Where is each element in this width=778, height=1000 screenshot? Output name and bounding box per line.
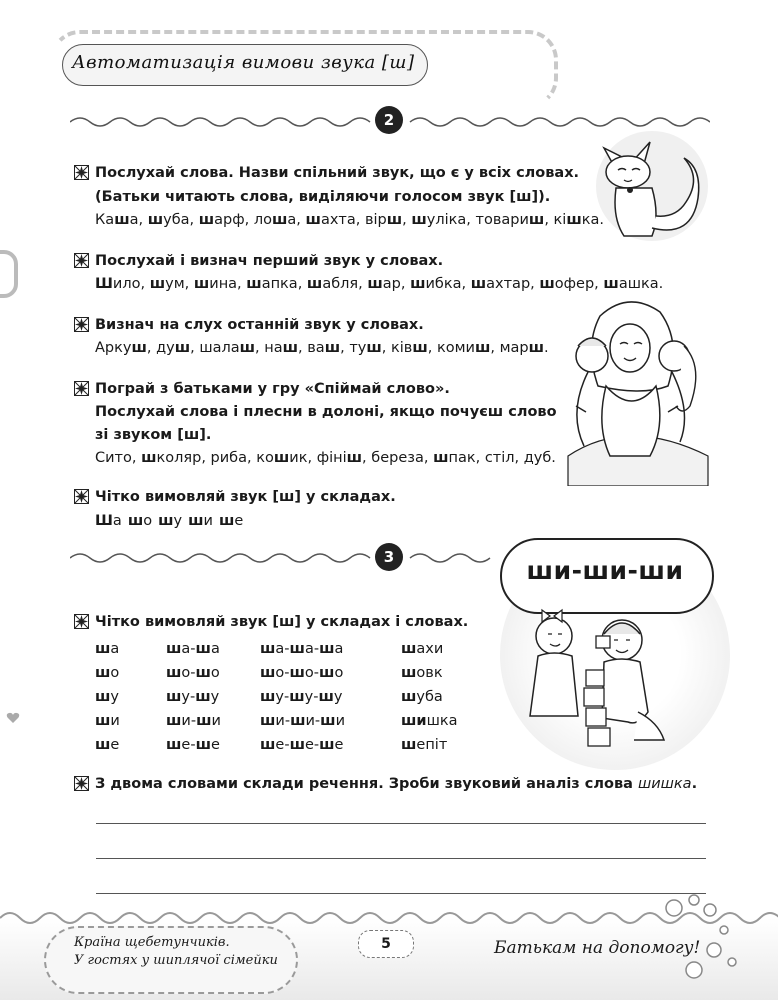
task-1-word: шуліка, — [411, 212, 476, 228]
task-1-word: Каша, — [95, 212, 148, 228]
speech-bubble-text: ши-ши-ши — [526, 556, 684, 585]
task-5-syllable: шо — [127, 513, 153, 529]
task-4-word: Сито, — [95, 450, 142, 466]
task-2-words — [95, 273, 663, 295]
task-4-words — [95, 447, 556, 469]
task-5-star-box-icon — [74, 489, 89, 504]
task-1-word: вірш, — [364, 212, 412, 228]
task-1-line-1: Послухай слова. Назви спільний звук, що є у всіх словах. — [95, 165, 580, 181]
task-4-word: школяр, — [141, 450, 211, 466]
task-1-line-2: (Батьки читають слова, виділяючи голосом звук [ш]). — [95, 189, 551, 205]
task-5-line-1: Чітко вимовляй звук [ш] у складах. — [95, 489, 396, 505]
task-1-word: лоша, — [253, 212, 306, 228]
mother-children-illustration — [548, 296, 716, 486]
footer-book-title-line-2: У гостях у шиплячої сімейки — [74, 953, 278, 968]
task-2-word: шофер, — [539, 276, 604, 292]
syllable-cell: шу-шу-шу — [260, 689, 343, 705]
task-1-words — [95, 209, 604, 231]
task-4-word: кошик, — [256, 450, 317, 466]
syllable-cell: ши-ши-ши — [260, 713, 345, 729]
syllable-cell: шу — [95, 689, 119, 705]
syllable-cell: шо-шо-шо — [260, 665, 344, 681]
syllable-cell: ша-ша-ша — [260, 641, 344, 657]
task-2-word: шапка, — [246, 276, 307, 292]
task-1-word: шарф, — [198, 212, 254, 228]
task-6-star-box-icon — [74, 614, 89, 629]
task-7-end: . — [691, 776, 698, 792]
task-3-word: комиш, — [436, 340, 500, 356]
task-5-syllables — [95, 510, 249, 532]
task-5-syllable: шу — [158, 513, 183, 529]
footer-book-title — [74, 934, 278, 970]
footer-bubbles-decoration — [660, 892, 740, 982]
task-3-word: марш. — [499, 340, 549, 356]
task-4-word: стіл, дуб. — [484, 450, 556, 466]
task-3-star-box-icon — [74, 317, 89, 332]
cat-illustration — [592, 128, 710, 243]
task-1-star-box-icon — [74, 165, 89, 180]
task-3-line-1: Визнач на слух останній звук у словах. — [95, 317, 424, 333]
task-1-word: шуба, — [147, 212, 199, 228]
task-2-word: шар, — [367, 276, 411, 292]
word-cell: шуба — [401, 689, 443, 705]
task-2-word: Шило, — [95, 276, 150, 292]
task-4-line-3: зі звуком [ш]. — [95, 427, 212, 443]
section-3-number: 3 — [375, 543, 403, 571]
task-4-word: береза, — [371, 450, 434, 466]
word-cell: шахи — [401, 641, 444, 657]
section-2-number: 2 — [375, 106, 403, 134]
left-edge-tab — [0, 250, 18, 298]
syllable-cell: ше-ше-ше — [260, 737, 344, 753]
task-1-word: шахта, — [305, 212, 365, 228]
task-2-word: шибка, — [410, 276, 471, 292]
task-4-star-box-icon — [74, 381, 89, 396]
task-7-line — [95, 773, 697, 795]
task-7-word: шишка — [637, 776, 692, 792]
writing-line-2[interactable] — [96, 858, 706, 859]
task-6-line-1: Чітко вимовляй звук [ш] у складах і словах. — [95, 614, 469, 630]
task-3-word: туш, — [349, 340, 391, 356]
page-number: 5 — [358, 930, 414, 958]
task-4-line-1: Пограй з батьками у гру «Спіймай слово». — [95, 381, 450, 397]
task-4-word: фініш, — [316, 450, 372, 466]
task-4-word: риба, — [210, 450, 257, 466]
task-4-line-2: Послухай слова і плесни в долоні, якщо почуєш слово — [95, 404, 557, 420]
syllable-cell: шо-шо — [166, 665, 220, 681]
task-2-word: шашка. — [603, 276, 664, 292]
syllable-cell: шу-шу — [166, 689, 220, 705]
syllable-cell: ши-ши — [166, 713, 221, 729]
word-cell: шепіт — [401, 737, 448, 753]
task-3-word: наш, — [264, 340, 308, 356]
task-2-star-box-icon — [74, 253, 89, 268]
task-2-word: шум, — [149, 276, 194, 292]
task-7-instruction: З двома словами склади речення. Зроби звуковий аналіз слова — [95, 776, 638, 792]
writing-line-1[interactable] — [96, 823, 706, 824]
footer-parents-help: Батькам на допомогу! — [494, 938, 701, 958]
task-1-word: кішка. — [553, 212, 605, 228]
syllable-cell: ша — [95, 641, 120, 657]
word-cell: шишка — [401, 713, 458, 729]
task-3-word: ківш, — [390, 340, 437, 356]
syllable-cell: ше — [95, 737, 120, 753]
page-title: Автоматизація вимови звука [ш] — [72, 52, 415, 73]
task-2-word: шахтар, — [470, 276, 540, 292]
task-1-word: товариш, — [475, 212, 554, 228]
task-7-star-box-icon — [74, 776, 89, 791]
kids-with-blocks-illustration — [520, 600, 670, 750]
task-2-word: шабля, — [306, 276, 368, 292]
syllable-cell: ше-ше — [166, 737, 220, 753]
task-5-syllable: Ша — [95, 513, 122, 529]
task-2-word: шина, — [193, 276, 247, 292]
task-3-word: душ, — [156, 340, 200, 356]
syllable-cell: ша-ша — [166, 641, 220, 657]
task-5-syllable: ше — [218, 513, 244, 529]
writing-line-3[interactable] — [96, 893, 706, 894]
task-5-syllable: ши — [188, 513, 213, 529]
task-4-word: шпак, — [433, 450, 485, 466]
task-3-words — [95, 337, 549, 359]
footer-book-title-line-1: Країна щебетунчиків. — [74, 935, 230, 950]
task-2-line-1: Послухай і визнач перший звук у словах. — [95, 253, 444, 269]
task-3-word: Аркуш, — [95, 340, 157, 356]
heart-icon — [6, 712, 20, 724]
section-3-divider — [70, 548, 500, 568]
task-3-word: ваш, — [307, 340, 350, 356]
syllable-cell: шо — [95, 665, 120, 681]
task-3-word: шалаш, — [199, 340, 265, 356]
word-cell: шовк — [401, 665, 443, 681]
syllable-cell: ши — [95, 713, 120, 729]
